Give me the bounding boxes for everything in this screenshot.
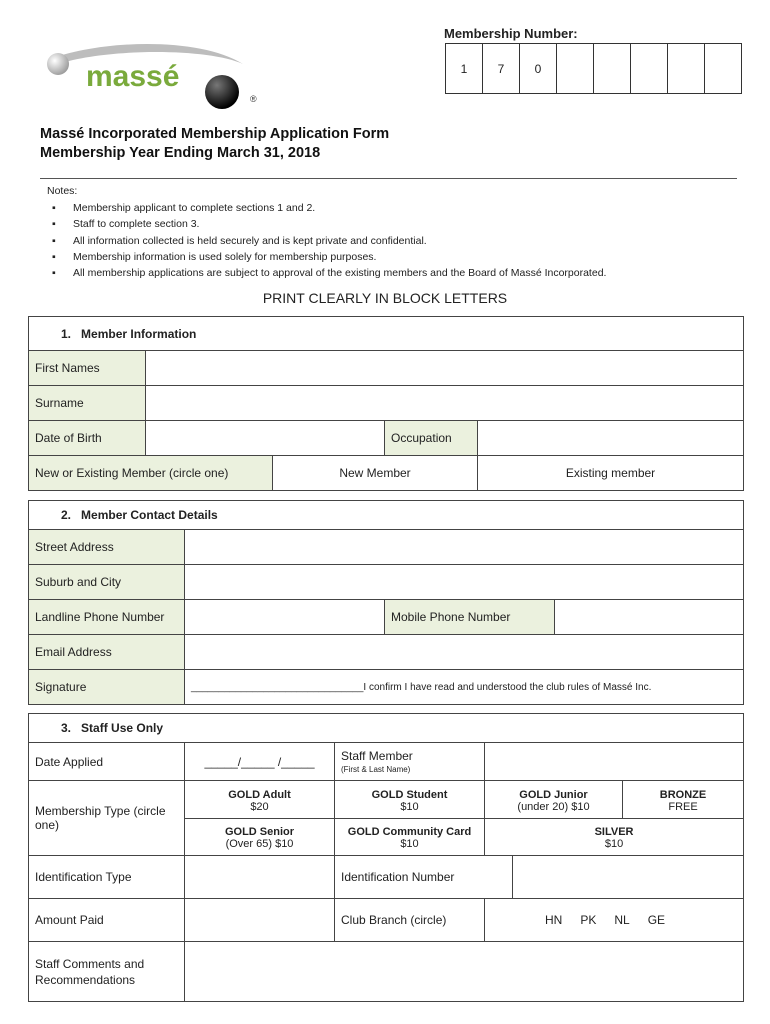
id-number-field[interactable] — [513, 856, 744, 899]
note-item: ▪ Staff to complete section 3. — [52, 218, 606, 234]
form-title — [40, 125, 389, 163]
membership-digit-box[interactable] — [631, 43, 668, 94]
form-title-line2: Membership Year Ending March 31, 2018 — [40, 145, 321, 161]
notes-heading: Notes: — [47, 185, 78, 197]
bullet-icon: ▪ — [52, 202, 56, 214]
amount-paid-label: Amount Paid — [29, 899, 185, 942]
club-branch-options — [485, 899, 744, 942]
option-gold-community-card[interactable]: GOLD Community Card $10 — [335, 819, 485, 856]
note-item: ▪ All information collected is held securely and is kept private and confidential. — [52, 235, 606, 251]
surname-label: Surname — [29, 386, 146, 421]
email-field[interactable] — [185, 635, 744, 670]
masse-logo — [38, 34, 278, 124]
print-clearly-heading: PRINT CLEARLY IN BLOCK LETTERS — [262, 290, 508, 306]
option-gold-junior[interactable]: GOLD Junior (under 20) $10 — [485, 781, 623, 819]
street-address-field[interactable] — [185, 530, 744, 565]
dob-field[interactable] — [146, 421, 385, 456]
street-address-label: Street Address — [29, 530, 185, 565]
existing-member-option[interactable]: Existing member — [478, 456, 744, 491]
staff-member-field[interactable] — [485, 743, 744, 781]
form-title-line1: Massé Incorporated Membership Application Form — [40, 126, 390, 142]
amount-paid-field[interactable] — [185, 899, 335, 942]
suburb-city-label: Suburb and City — [29, 565, 185, 600]
membership-number-label: Membership Number: — [444, 26, 578, 41]
section3-header: 3. Staff Use Only — [29, 714, 744, 743]
landline-label: Landline Phone Number — [29, 600, 185, 635]
membership-digit-box[interactable] — [705, 43, 742, 94]
membership-type-label: Membership Type (circle one) — [29, 781, 185, 856]
bullet-icon: ▪ — [52, 267, 56, 280]
divider — [40, 178, 737, 179]
occupation-field[interactable] — [478, 421, 744, 456]
first-names-field[interactable] — [146, 351, 744, 386]
surname-field[interactable] — [146, 386, 744, 421]
signature-field[interactable]: _______________________________I confirm I have read and understood the club rules of Massé Inc. — [185, 670, 744, 705]
option-gold-student[interactable]: GOLD Student $10 — [335, 781, 485, 819]
white-ball-icon — [47, 53, 69, 75]
note-item: ▪ Membership information is used solely for membership purposes. — [52, 251, 606, 267]
id-number-label: Identification Number — [335, 856, 513, 899]
date-applied-field[interactable]: _____/_____ /_____ — [185, 743, 335, 781]
branch-hn[interactable]: HN — [545, 913, 563, 927]
note-item: ▪ All membership applications are subject to approval of the existing members and the Board of Massé Incorporated. — [52, 267, 606, 283]
staff-comments-label: Staff Comments and Recommendations — [29, 942, 185, 1002]
landline-field[interactable] — [185, 600, 385, 635]
id-type-label: Identification Type — [29, 856, 185, 899]
branch-pk[interactable]: PK — [580, 913, 597, 927]
membership-digit-box[interactable] — [594, 43, 631, 94]
option-gold-senior[interactable]: GOLD Senior (Over 65) $10 — [185, 819, 335, 856]
mobile-field[interactable] — [555, 600, 744, 635]
branch-ge[interactable]: GE — [647, 913, 666, 927]
section-contact-details — [28, 500, 744, 705]
new-existing-label: New or Existing Member (circle one) — [29, 456, 273, 491]
staff-comments-field[interactable] — [185, 942, 744, 1002]
suburb-city-field[interactable] — [185, 565, 744, 600]
bullet-icon: ▪ — [52, 250, 56, 263]
mobile-label: Mobile Phone Number — [385, 600, 555, 635]
option-silver[interactable]: SILVER $10 — [485, 819, 744, 856]
club-branch-label: Club Branch (circle) — [335, 899, 485, 942]
note-item: ▪ Membership applicant to complete sections 1 and 2. — [52, 202, 606, 218]
email-label: Email Address — [29, 635, 185, 670]
membership-digit-box[interactable] — [557, 43, 594, 94]
section2-header: 2. Member Contact Details — [29, 501, 744, 530]
section-member-information — [28, 316, 744, 491]
membership-digit-box[interactable] — [668, 43, 705, 94]
date-applied-label: Date Applied — [29, 743, 185, 781]
option-gold-adult[interactable]: GOLD Adult $20 — [185, 781, 335, 819]
bullet-icon: ▪ — [52, 218, 56, 231]
branch-nl[interactable]: NL — [614, 913, 630, 927]
signature-label: Signature — [29, 670, 185, 705]
membership-digit-box[interactable]: 1 — [446, 43, 483, 94]
id-type-field[interactable] — [185, 856, 335, 899]
black-ball-icon — [205, 75, 239, 109]
logo-wordmark: massé — [86, 60, 180, 93]
new-member-option[interactable]: New Member — [273, 456, 478, 491]
first-names-label: First Names — [29, 351, 146, 386]
option-bronze[interactable]: BRONZE FREE — [623, 781, 744, 819]
occupation-label: Occupation — [385, 421, 478, 456]
section-staff-use — [28, 713, 744, 1002]
registered-mark: ® — [250, 94, 257, 104]
membership-digit-box[interactable]: 7 — [483, 43, 520, 94]
notes-list — [52, 202, 606, 283]
staff-member-label: Staff Member (First & Last Name) — [335, 743, 485, 781]
membership-digit-box[interactable]: 0 — [520, 43, 557, 94]
dob-label: Date of Birth — [29, 421, 146, 456]
membership-number-boxes — [445, 43, 742, 94]
bullet-icon: ▪ — [52, 234, 56, 247]
section1-header: 1. Member Information — [29, 317, 744, 351]
